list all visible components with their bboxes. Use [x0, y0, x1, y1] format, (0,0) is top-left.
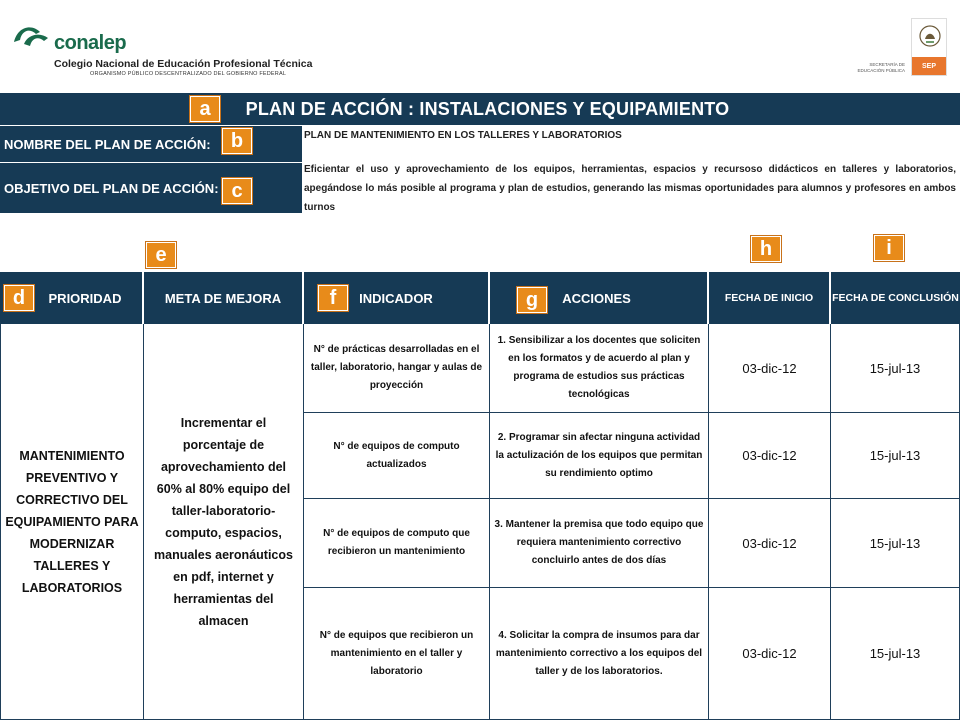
- indicator-cell: N° de prácticas desarrolladas en el taller, laboratorio, hangar y aulas de proyección: [304, 324, 490, 413]
- org-name: conalep: [54, 32, 127, 54]
- tag-b: b: [222, 128, 252, 154]
- indicator-cell: N° de equipos que recibieron un mantenimiento en el taller y laboratorio: [304, 588, 490, 720]
- action-plan-table: [0, 272, 960, 720]
- action-cell: 4. Solicitar la compra de insumos para dar mantenimiento correctivo a los equipos del taller y de los laboratorios.: [490, 588, 709, 720]
- tag-d: d: [4, 285, 34, 311]
- start-date-cell: 03-dic-12: [709, 499, 831, 588]
- header-goal: META DE MEJORA: [144, 272, 304, 324]
- action-cell: 2. Programar sin afectar ninguna actividad la actulización de los equipos que permitan su rendimiento optimo: [490, 413, 709, 499]
- indicator-cell: N° de equipos de computo que recibieron un mantenimiento: [304, 499, 490, 588]
- header-start-date: FECHA DE INICIO: [709, 272, 831, 324]
- title-bar: [0, 93, 960, 125]
- start-date-cell: 03-dic-12: [709, 324, 831, 413]
- plan-name-label: NOMBRE DEL PLAN DE ACCIÓN:: [0, 126, 302, 162]
- tag-e: e: [146, 242, 176, 268]
- tag-g: g: [517, 287, 547, 313]
- eagle-emblem-icon: [918, 23, 942, 53]
- tag-f: f: [318, 285, 348, 311]
- sep-badge: [911, 18, 947, 76]
- tag-c: c: [222, 178, 252, 204]
- sep-logo: [855, 16, 950, 78]
- action-cell: 1. Sensibilizar a los docentes que soliciten en los formatos y de acuerdo al plan y programa de estudios sus prácticas tecnológicas: [490, 324, 709, 413]
- plan-objective-label: OBJETIVO DEL PLAN DE ACCIÓN:: [0, 163, 302, 213]
- goal-cell: Incrementar el porcentaje de aprovechamiento del 60% al 80% equipo del taller-laboratorio-computo, espacios, manuales aeronáuticos en pdf, internet y herramientas del almacen: [144, 324, 304, 720]
- conalep-logo-icon: [10, 20, 52, 50]
- header-priority: PRIORIDAD: [0, 272, 144, 324]
- end-date-cell: 15-jul-13: [831, 413, 960, 499]
- plan-objective-value: Eficientar el uso y aprovechamiento de los equipos, herramientas, espacios y recursoso didácticos en talleres y laboratorios, apegándose lo más posible al programa y plan de estudios, generando las mismas oportunidades para alumnos y profesores en ambos turnos: [304, 164, 956, 213]
- indicator-cell: N° de equipos de computo actualizados: [304, 413, 490, 499]
- end-date-cell: 15-jul-13: [831, 499, 960, 588]
- org-full-name: Colegio Nacional de Educación Profesional Técnica: [54, 58, 313, 70]
- start-date-cell: 03-dic-12: [709, 413, 831, 499]
- start-date-cell: 03-dic-12: [709, 588, 831, 720]
- tag-a: a: [190, 96, 220, 122]
- tag-h: h: [751, 236, 781, 262]
- org-subtitle: ORGANISMO PÚBLICO DESCENTRALIZADO DEL GOBIERNO FEDERAL: [90, 71, 287, 77]
- conalep-logo: [10, 18, 313, 80]
- header-actions: ACCIONES: [490, 272, 709, 324]
- page-title: PLAN DE ACCIÓN : INSTALACIONES Y EQUIPAMIENTO: [245, 98, 730, 119]
- header-end-date: FECHA DE CONCLUSIÓN: [831, 272, 960, 324]
- priority-cell: MANTENIMIENTO PREVENTIVO Y CORRECTIVO DEL EQUIPAMIENTO PARA MODERNIZAR TALLERES Y LABORATORIOS: [0, 324, 144, 720]
- end-date-cell: 15-jul-13: [831, 324, 960, 413]
- sep-label: SEP: [912, 57, 946, 75]
- header-indicator: INDICADOR: [304, 272, 490, 324]
- plan-name-value: PLAN DE MANTENIMIENTO EN LOS TALLERES Y LABORATORIOS: [304, 130, 622, 141]
- action-cell: 3. Mantener la premisa que todo equipo que requiera mantenimiento correctivo concluirlo antes de dos días: [490, 499, 709, 588]
- end-date-cell: 15-jul-13: [831, 588, 960, 720]
- tag-i: i: [874, 235, 904, 261]
- sep-text: SECRETARÍA DE EDUCACIÓN PÚBLICA: [857, 62, 905, 73]
